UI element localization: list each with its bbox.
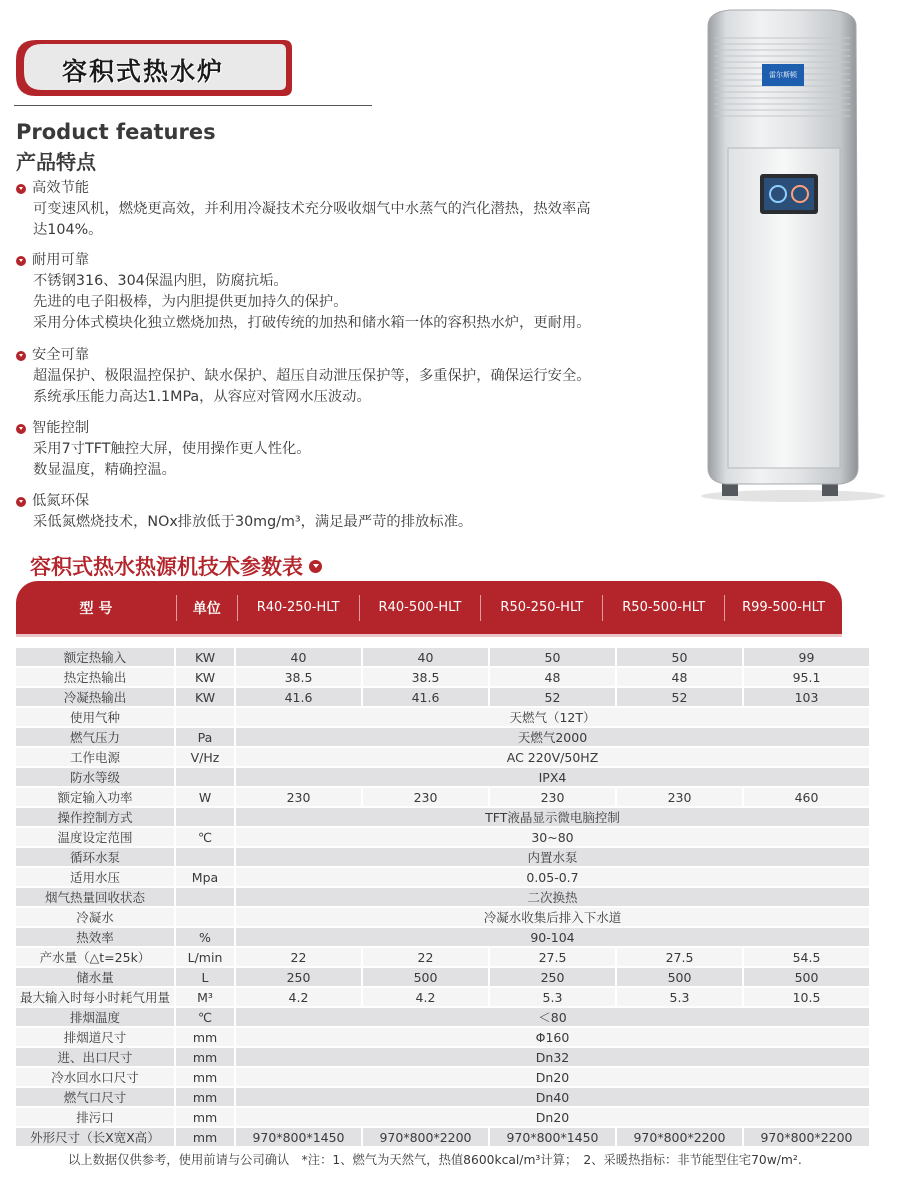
row-value: 970*800*2200 [361,1128,488,1146]
header-model-4: R50-500-HLT [622,600,706,615]
row-unit: mm [174,1088,234,1106]
row-unit [174,848,234,866]
spec-table [16,646,869,1148]
feature-block [16,178,591,241]
row-value-span: 二次换热 [234,888,869,906]
table-row [16,1088,869,1106]
row-unit: ℃ [174,828,234,846]
row-value: 4.2 [234,988,361,1006]
table-row [16,828,869,846]
header-model: 型 号 [79,600,113,617]
row-value-span: AC 220V/50HZ [234,748,869,766]
header-model-3: R50-250-HLT [500,600,584,615]
row-value: 4.2 [361,988,488,1006]
row-unit: L/min [174,948,234,966]
spec-table-header [16,581,842,634]
row-unit: mm [174,1068,234,1086]
row-value-span: 天燃气2000 [234,728,869,746]
row-value: 250 [488,968,615,986]
row-label: 防水等级 [16,768,174,786]
row-unit: mm [174,1048,234,1066]
row-label: 冷凝水 [16,908,174,926]
row-unit: M³ [174,988,234,1006]
row-unit [174,808,234,826]
row-label: 额定热输入 [16,648,174,666]
row-value: 970*800*2200 [615,1128,742,1146]
row-unit [174,888,234,906]
table-row [16,688,869,706]
header-unit: 单位 [192,600,221,617]
row-value: 500 [742,968,869,986]
row-value-span: 0.05-0.7 [234,868,869,886]
row-unit: L [174,968,234,986]
row-label: 适用水压 [16,868,174,886]
row-value: 5.3 [615,988,742,1006]
chevron-down-icon [16,184,26,194]
row-value: 22 [361,948,488,966]
header-model-5: R99-500-HLT [742,600,826,615]
row-value: 54.5 [742,948,869,966]
row-value: 27.5 [615,948,742,966]
row-value: 27.5 [488,948,615,966]
chevron-down-icon [16,424,26,434]
row-value-span: Dn32 [234,1048,869,1066]
row-unit [174,768,234,786]
row-label: 额定输入功率 [16,788,174,806]
row-value-span: Dn20 [234,1068,869,1086]
row-value: 970*800*1450 [488,1128,615,1146]
row-unit [174,908,234,926]
row-value: 970*800*1450 [234,1128,361,1146]
row-value: 500 [615,968,742,986]
row-unit: mm [174,1128,234,1146]
row-unit: Pa [174,728,234,746]
table-row [16,788,869,806]
feature-title: 耐用可靠 [32,252,90,268]
chevron-down-icon [16,351,26,361]
table-row [16,668,869,686]
row-label: 冷水回水口尺寸 [16,1068,174,1086]
row-value: 50 [615,648,742,666]
chevron-down-icon [16,497,26,507]
features-heading-en: Product features [16,120,216,144]
spec-table-title [30,551,322,581]
feature-line: 采用分体式模块化独立燃烧加热，打破传统的加热和储水箱一体的容积热水炉，更耐用。 [33,315,591,331]
row-label: 储水量 [16,968,174,986]
header-model-1: R40-250-HLT [256,600,340,615]
feature-title: 低氮环保 [32,493,90,509]
row-value-span: 30~80 [234,828,869,846]
row-value: 5.3 [488,988,615,1006]
row-label: 温度设定范围 [16,828,174,846]
table-row [16,848,869,866]
brand-logo-text: 雷尔斯顿 [769,71,797,79]
feature-block [16,250,591,334]
feature-block [16,491,472,533]
spec-title-text: 容积式热水热源机技术参数表 [30,555,303,579]
row-label: 外形尺寸（长X宽X高） [16,1128,174,1146]
water-heater-image [700,8,890,507]
row-value: 48 [615,668,742,686]
table-row [16,1008,869,1026]
table-row [16,648,869,666]
row-label: 使用气种 [16,708,174,726]
row-value-span: Dn40 [234,1088,869,1106]
row-value: 10.5 [742,988,869,1006]
row-value: 40 [234,648,361,666]
row-unit: KW [174,668,234,686]
row-value: 41.6 [361,688,488,706]
chevron-down-icon [16,256,26,266]
row-value-span: 内置水泵 [234,848,869,866]
row-value: 40 [361,648,488,666]
row-label: 最大输入时每小时耗气用量 [16,988,174,1006]
row-value-span: IPX4 [234,768,869,786]
row-unit [174,708,234,726]
table-row [16,1028,869,1046]
feature-line: 不锈钢316、304保温内胆，防腐抗垢。 [33,273,288,289]
row-value: 52 [615,688,742,706]
row-value: 230 [615,788,742,806]
row-value: 500 [361,968,488,986]
row-label: 排烟温度 [16,1008,174,1026]
table-row [16,708,869,726]
table-row [16,988,869,1006]
row-value: 230 [488,788,615,806]
row-unit: Mpa [174,868,234,886]
table-row [16,888,869,906]
row-value: 52 [488,688,615,706]
feature-title: 高效节能 [32,180,90,196]
chevron-down-icon [309,560,322,573]
table-row [16,948,869,966]
table-row [16,968,869,986]
row-value: 230 [234,788,361,806]
row-label: 冷凝热输出 [16,688,174,706]
row-value: 103 [742,688,869,706]
table-row [16,728,869,746]
row-value: 48 [488,668,615,686]
row-label: 燃气压力 [16,728,174,746]
table-row [16,928,869,946]
row-value: 230 [361,788,488,806]
row-unit: mm [174,1028,234,1046]
feature-title: 安全可靠 [32,347,90,363]
table-row [16,768,869,786]
row-unit: W [174,788,234,806]
row-label: 排污口 [16,1108,174,1126]
row-value-span: Φ160 [234,1028,869,1046]
row-value: 50 [488,648,615,666]
feature-line: 达104%。 [33,222,103,238]
title-divider [14,105,372,106]
table-row [16,748,869,766]
feature-line: 采用7寸TFT触控大屏，使用操作更人性化。 [33,441,311,457]
row-value: 970*800*2200 [742,1128,869,1146]
row-label: 热效率 [16,928,174,946]
row-unit: KW [174,648,234,666]
row-unit: V/Hz [174,748,234,766]
feature-line: 采低氮燃烧技术，NOx排放低于30mg/m³，满足最严苛的排放标准。 [33,514,473,530]
feature-line: 超温保护、极限温控保护、缺水保护、超压自动泄压保护等，多重保护，确保运行安全。 [33,368,591,384]
features-heading-cn: 产品特点 [16,150,96,174]
row-label: 操作控制方式 [16,808,174,826]
row-value: 41.6 [234,688,361,706]
row-label: 烟气热量回收状态 [16,888,174,906]
row-label: 循环水泵 [16,848,174,866]
feature-title: 智能控制 [32,420,90,436]
row-label: 燃气口尺寸 [16,1088,174,1106]
row-label: 产水量（△t=25k） [16,948,174,966]
row-value-span: ＜80 [234,1008,869,1026]
row-label: 热定热输出 [16,668,174,686]
table-row [16,1108,869,1126]
row-value: 460 [742,788,869,806]
table-row [16,908,869,926]
row-value: 95.1 [742,668,869,686]
table-row [16,1128,869,1146]
row-value: 99 [742,648,869,666]
row-label: 排烟道尺寸 [16,1028,174,1046]
feature-line: 数显温度，精确控温。 [33,462,176,478]
footnote: 以上数据仅供参考，使用前请与公司确认 *注：1、燃气为天然气，热值8600kcal/m³计算； 2、采暖热指标：非节能型住宅70w/m². [68,1153,802,1167]
row-label: 工作电源 [16,748,174,766]
row-value-span: 冷凝水收集后排入下水道 [234,908,869,926]
row-unit: % [174,928,234,946]
feature-line: 先进的电子阳极棒，为内胆提供更加持久的保护。 [33,294,348,310]
row-value-span: 90-104 [234,928,869,946]
feature-block [16,345,591,408]
feature-block [16,418,311,481]
row-value-span: Dn20 [234,1108,869,1126]
row-unit: ℃ [174,1008,234,1026]
row-value: 38.5 [234,668,361,686]
row-value: 38.5 [361,668,488,686]
table-row [16,868,869,886]
row-label: 进、出口尺寸 [16,1048,174,1066]
table-row [16,1048,869,1066]
table-row [16,1068,869,1086]
feature-line: 可变速风机，燃烧更高效，并利用冷凝技术充分吸收烟气中水蒸气的汽化潜热，热效率高 [33,201,591,217]
row-value: 250 [234,968,361,986]
row-unit: KW [174,688,234,706]
row-unit: mm [174,1108,234,1126]
feature-line: 系统承压能力高达1.1MPa，从容应对管网水压波动。 [33,389,371,405]
row-value-span: TFT液晶显示微电脑控制 [234,808,869,826]
header-model-2: R40-500-HLT [378,600,462,615]
page-title: 容积式热水炉 [62,57,225,86]
row-value-span: 天燃气（12T） [234,708,869,726]
table-row [16,808,869,826]
row-value: 22 [234,948,361,966]
